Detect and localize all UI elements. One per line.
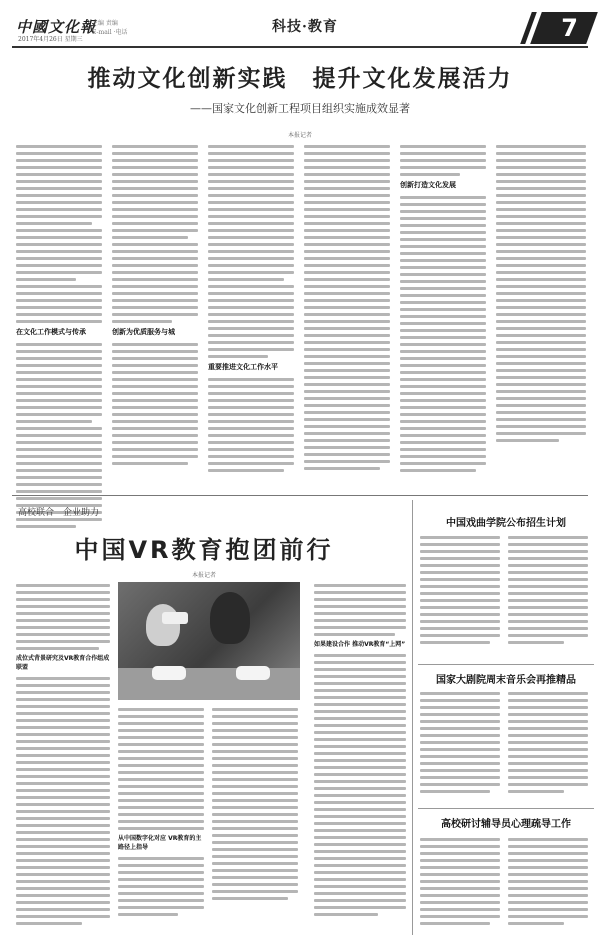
- masthead: [0, 0, 600, 52]
- header-rule: [12, 46, 588, 48]
- main-subhead-3: 重要推进文化工作水平: [208, 363, 278, 371]
- vr-kicker: 高校联合 企业助力: [18, 508, 100, 518]
- sidebar-2-column-2: [508, 692, 588, 797]
- main-column-1: [16, 145, 102, 532]
- vr-subhead-3: 从中国数字化对应 VR教育的主路径上指导: [118, 835, 202, 851]
- vr-headset-worn: [162, 612, 188, 624]
- vr-column-2: [118, 708, 204, 920]
- vr-column-1: [16, 584, 110, 929]
- main-subhead-2: 创新为优质服务与城: [112, 328, 175, 336]
- sidebar-1-column-1: [420, 536, 500, 648]
- vr-byline: 本报记者: [191, 572, 216, 579]
- photo-person-2: [210, 592, 250, 644]
- sidebar-rule-1: [418, 664, 594, 665]
- sidebar-2-column-1: [420, 692, 500, 797]
- section-divider: [12, 495, 588, 496]
- header-meta-line-1: 主编 责编: [92, 20, 118, 27]
- sidebar-title-2: 国家大剧院周末音乐会再推精品: [436, 675, 576, 686]
- main-subhead-1: 在文化工作模式与传承: [16, 328, 86, 336]
- sidebar-title-3: 高校研讨辅导员心理疏导工作: [441, 819, 571, 830]
- main-column-4: [304, 145, 390, 474]
- vr-headline: 中国VR教育抱团前行: [74, 536, 334, 564]
- sidebar-divider: [412, 500, 413, 935]
- main-headline: 推动文化创新实践 提升文化发展活力: [87, 66, 513, 92]
- vr-column-4: [314, 584, 406, 920]
- main-subhead: ——国家文化创新工程项目组织实施成效显著: [190, 102, 410, 115]
- sidebar-1-column-2: [508, 536, 588, 648]
- main-column-3: [208, 145, 294, 476]
- vr-column-3: [212, 708, 298, 904]
- vr-photo: [118, 582, 300, 700]
- page-number: 7: [561, 14, 578, 42]
- vr-subhead-1: 成位式背景研究及VR教育合作组成联盟: [16, 655, 110, 671]
- section-title: 科技·教育: [272, 19, 338, 35]
- header-meta: [92, 19, 127, 37]
- vr-headset-left: [152, 666, 186, 680]
- page-number-box: [520, 12, 592, 44]
- sidebar-3-column-2: [508, 838, 588, 929]
- vr-headset-right: [236, 666, 270, 680]
- main-subhead-4: 创新打造文化发展: [400, 181, 456, 189]
- header-meta-line-2: E-mail ·电话: [92, 29, 128, 36]
- main-column-6: [496, 145, 586, 446]
- photo-table: [118, 668, 300, 700]
- main-byline: 本报记者: [287, 132, 312, 139]
- photo-person-1: [146, 604, 180, 646]
- main-column-5: [400, 145, 486, 476]
- sidebar-rule-2: [418, 808, 594, 809]
- main-column-2: [112, 145, 198, 469]
- sidebar-title-1: 中国戏曲学院公布招生计划: [446, 518, 566, 529]
- vr-subhead-2: 如果建设合作 推动VR教育“上网”: [314, 641, 406, 648]
- sidebar-3-column-1: [420, 838, 500, 929]
- issue-date: 2017年4月26日 星期三: [18, 36, 83, 43]
- newspaper-logo: 中國文化報: [16, 18, 97, 36]
